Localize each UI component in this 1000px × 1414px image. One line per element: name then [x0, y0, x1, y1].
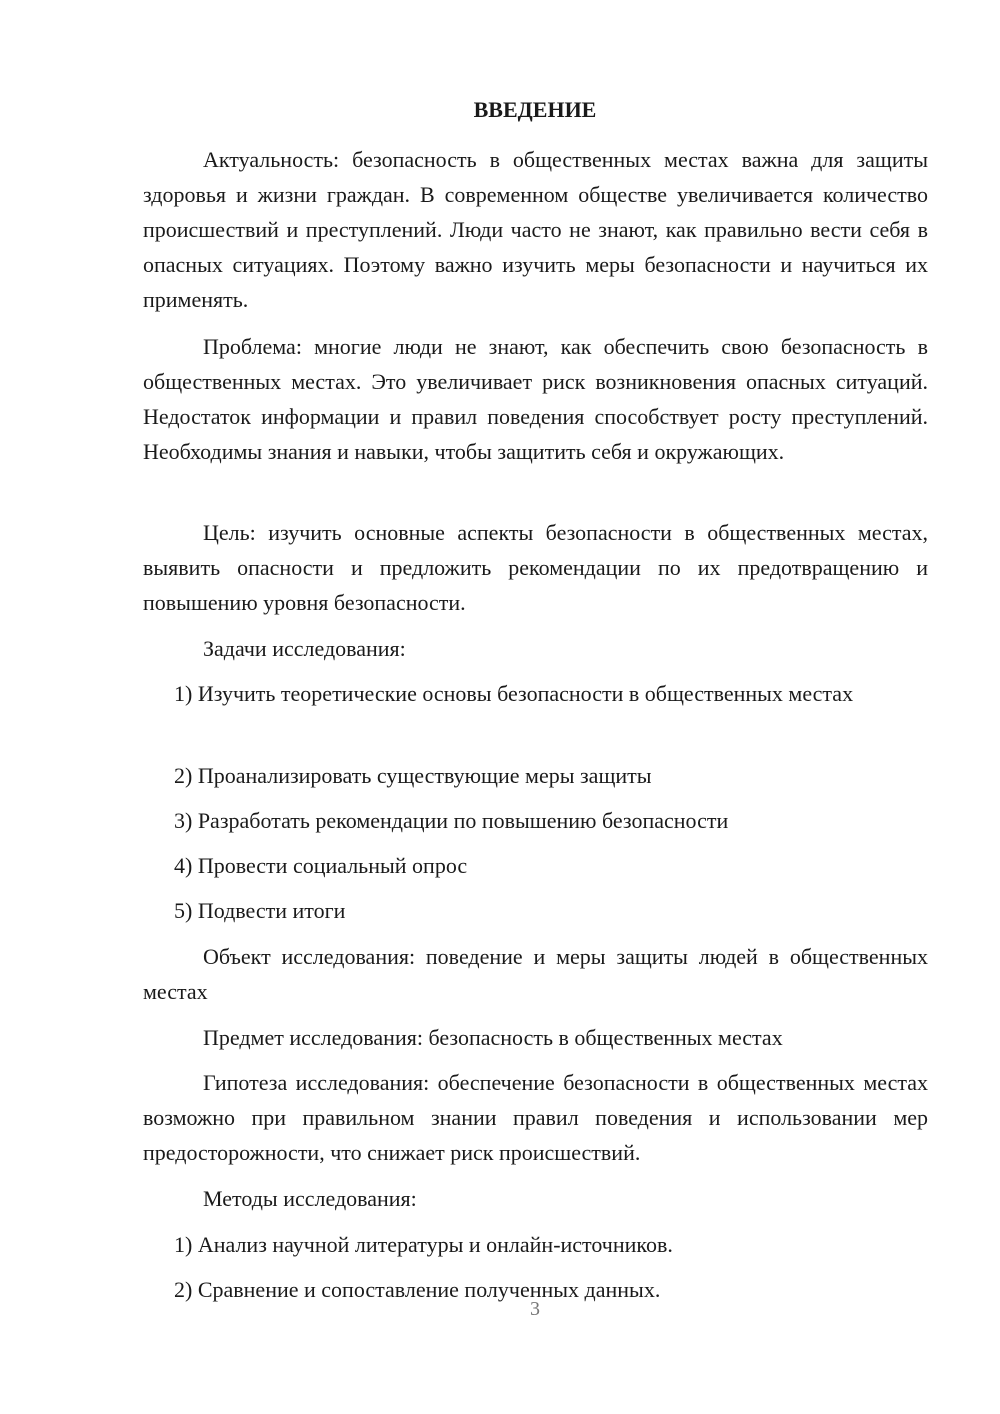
- task-item-1: 1) Изучить теоретические основы безопасности в общественных местах: [174, 681, 854, 706]
- hypothesis-paragraph: Гипотеза исследования: обеспечение безопасности в общественных местах возможно при правильном знании правил поведения и использовании мер предосторожности, что снижает риск происшествий.: [143, 1070, 928, 1165]
- methods-heading: Методы исследования:: [203, 1186, 417, 1211]
- task-item-3: 3) Разработать рекомендации по повышению безопасности: [174, 808, 729, 833]
- object-paragraph: Объект исследования: поведение и меры защиты людей в общественных местах: [143, 944, 928, 1004]
- task-item-5: 5) Подвести итоги: [174, 898, 346, 923]
- problem-paragraph: Проблема: многие люди не знают, как обеспечить свою безопасность в общественных местах. Это увеличивает риск возникновения опасных ситуаций. Недостаток информации и правил поведения способствует росту преступлений. Необходимы знания и навыки, чтобы защитить себя и окружающих.: [143, 334, 928, 464]
- method-item-2: 2) Сравнение и сопоставление полученных данных.: [174, 1277, 661, 1302]
- method-item-1: 1) Анализ научной литературы и онлайн-источников.: [174, 1232, 673, 1257]
- page-number: 3: [530, 1298, 540, 1320]
- task-item-2: 2) Проанализировать существующие меры защиты: [174, 763, 652, 788]
- page-title: ВВЕДЕНИЕ: [473, 97, 597, 122]
- subject-paragraph: Предмет исследования: безопасность в общественных местах: [203, 1025, 783, 1050]
- relevance-paragraph: Актуальность: безопасность в общественных местах важна для защиты здоровья и жизни граждан. В современном обществе увеличивается количество происшествий и преступлений. Люди часто не знают, как правильно вести себя в опасных ситуациях. Поэтому важно изучить меры безопасности и научиться их применять.: [143, 147, 928, 312]
- task-item-4: 4) Провести социальный опрос: [174, 853, 468, 878]
- goal-paragraph: Цель: изучить основные аспекты безопасности в общественных местах, выявить опасности и предложить рекомендации по их предотвращению и повышению уровня безопасности.: [143, 520, 928, 615]
- tasks-heading: Задачи исследования:: [203, 636, 406, 661]
